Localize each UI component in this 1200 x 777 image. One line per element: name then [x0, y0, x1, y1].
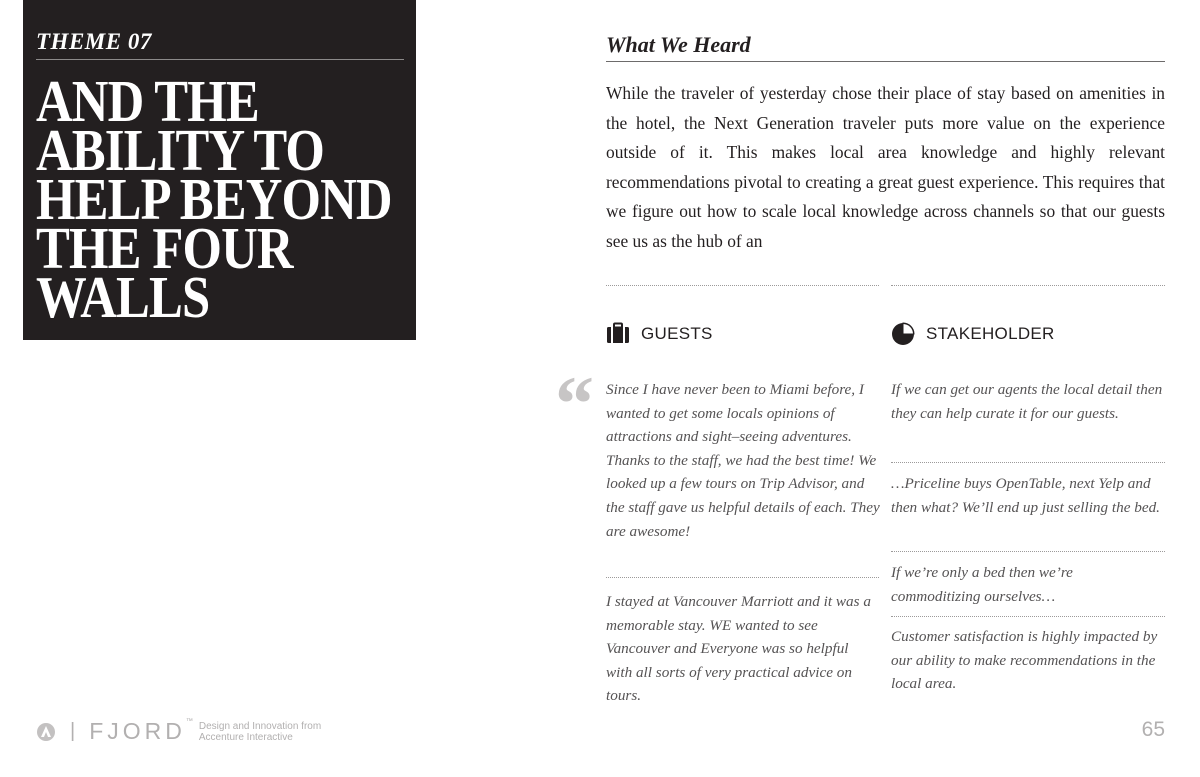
pie-chart-icon	[891, 322, 915, 346]
page-number: 65	[1141, 718, 1165, 741]
guest-quote: Since I have never been to Miami before, I wanted to get some locals opinions of attractions and sight–seeing adventures. Thanks to the staff, we had the best time! We looked up a few tours on Trip Advisor, and the staff gave us helpful details of each. They are awesome!	[606, 381, 880, 540]
quote-divider	[891, 616, 1165, 617]
theme-label: THEME 07	[36, 30, 404, 60]
trademark: ™	[185, 718, 193, 725]
stakeholder-label: STAKEHOLDER	[926, 324, 1055, 343]
stakeholder-header	[891, 322, 1055, 346]
accenture-logo-icon	[36, 722, 56, 742]
theme-title-line: THE FOUR	[36, 215, 293, 281]
section-divider	[606, 285, 879, 286]
guest-quote: I stayed at Vancouver Marriott and it was a memorable stay. WE wanted to see Vancouver and Everyone was so helpful with all sorts of very practical advice on tours.	[606, 593, 871, 705]
theme-title	[36, 68, 397, 330]
footer	[36, 718, 339, 745]
what-we-heard-body: While the traveler of yesterday chose their place of stay based on amenities in the hotel, the Next Generation traveler puts more value on the experience outside of it. This makes local area knowledge and highly relevant recommendations pivotal to creating a great guest experience. This requires that we figure out how to scale local knowledge across channels so that our guests see us as the hub of an	[606, 83, 1165, 251]
quote-divider	[606, 577, 879, 578]
luggage-icon	[606, 322, 630, 346]
fjord-logo	[89, 718, 193, 745]
footer-tagline: Design and Innovation from Accenture Interactive	[198, 720, 322, 743]
theme-block	[23, 0, 416, 340]
footer-separator: |	[70, 720, 76, 742]
theme-title-line: HELP BEYOND	[36, 166, 392, 232]
guests-label: GUESTS	[641, 324, 713, 343]
stakeholder-quote: Customer satisfaction is highly impacted by our ability to make recommendations in the local area.	[891, 628, 1158, 693]
quote-divider	[891, 551, 1165, 552]
stakeholder-quote: If we’re only a bed then we’re commoditizing ourselves…	[891, 564, 1073, 605]
theme-title-line: WALLS	[36, 264, 210, 330]
quote-mark-icon: “	[555, 360, 594, 447]
what-we-heard-heading: What We Heard	[606, 32, 1165, 62]
theme-title-line: AND THE	[36, 68, 259, 134]
guests-header	[606, 322, 713, 346]
quote-divider	[891, 462, 1165, 463]
stakeholder-quote: …Priceline buys OpenTable, next Yelp and then what? We’ll end up just selling the bed.	[891, 475, 1160, 516]
fjord-wordmark: FJORD	[89, 718, 186, 744]
stakeholder-quote: If we can get our agents the local detail then they can help curate it for our guests.	[891, 381, 1163, 422]
section-divider	[891, 285, 1165, 286]
theme-title-line: ABILITY TO	[36, 117, 324, 183]
